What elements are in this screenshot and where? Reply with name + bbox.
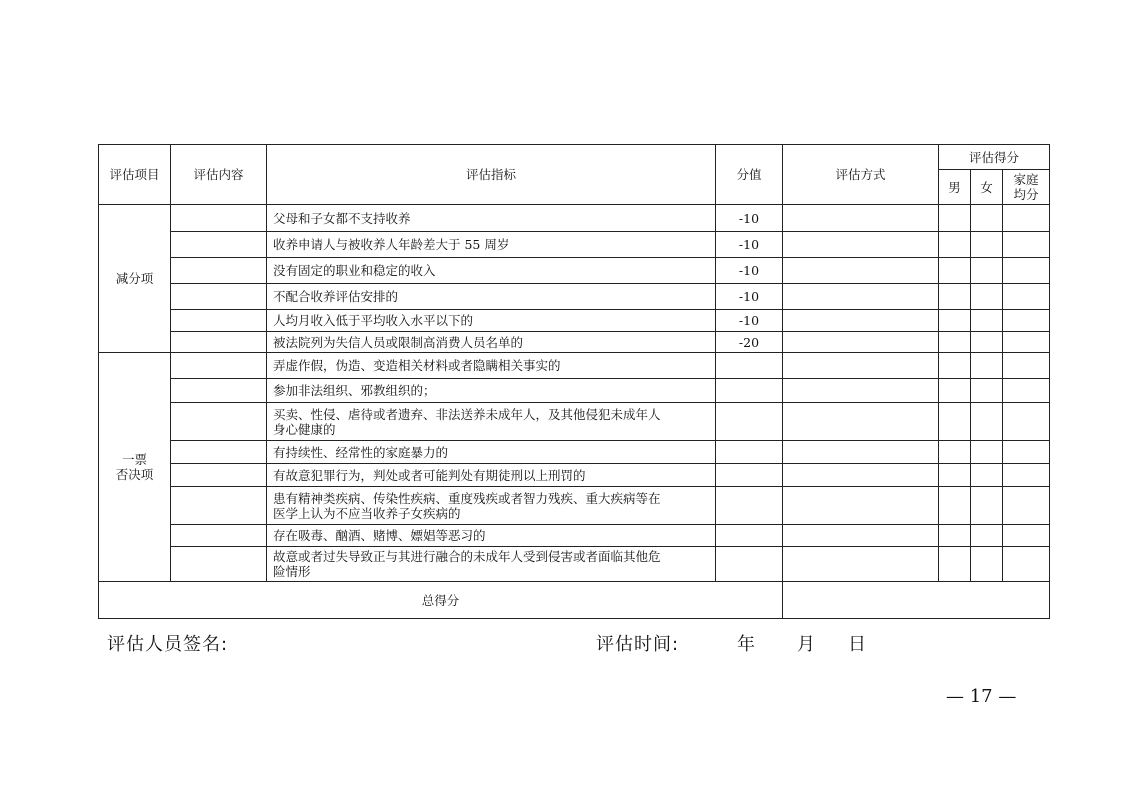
table-row (99, 525, 1050, 547)
male-score-cell (939, 205, 971, 232)
score-cell: -10 (716, 258, 783, 284)
male-score-cell (939, 379, 971, 403)
table-row (99, 232, 1050, 258)
evaluation-time-label: 评估时间: (596, 634, 680, 655)
indicator-cell: 没有固定的职业和稳定的收入 (267, 258, 716, 284)
score-cell: -10 (716, 232, 783, 258)
female-score-cell (971, 441, 1003, 464)
indicator-cell: 父母和子女都不支持收养 (267, 205, 716, 232)
method-cell (783, 258, 939, 284)
page-number: — 17 — (946, 686, 1017, 707)
table-row (99, 403, 1050, 441)
male-score-cell (939, 547, 971, 582)
indicator-cell: 有故意犯罪行为，判处或者可能判处有期徒刑以上刑罚的 (267, 464, 716, 487)
male-score-cell (939, 332, 971, 353)
category-veto: 一票 否决项 (99, 353, 171, 582)
method-cell (783, 353, 939, 379)
method-cell (783, 332, 939, 353)
method-cell (783, 232, 939, 258)
method-cell (783, 547, 939, 582)
female-score-cell (971, 525, 1003, 547)
content-cell (171, 403, 267, 441)
table-row (99, 441, 1050, 464)
content-cell (171, 547, 267, 582)
content-cell (171, 487, 267, 525)
evaluation-table (98, 144, 1050, 619)
score-cell (716, 547, 783, 582)
content-cell (171, 332, 267, 353)
header-score: 分值 (716, 145, 783, 205)
female-score-cell (971, 403, 1003, 441)
table-row (99, 379, 1050, 403)
table-row (99, 464, 1050, 487)
month-label: 月 (797, 634, 815, 655)
male-score-cell (939, 258, 971, 284)
indicator-cell: 被法院列为失信人员或限制高消费人员名单的 (267, 332, 716, 353)
female-score-cell (971, 258, 1003, 284)
score-cell: -10 (716, 284, 783, 310)
family-average-cell (1003, 379, 1050, 403)
female-score-cell (971, 232, 1003, 258)
male-score-cell (939, 487, 971, 525)
header-item: 评估项目 (99, 145, 171, 205)
score-cell (716, 525, 783, 547)
family-average-cell (1003, 205, 1050, 232)
score-cell: -10 (716, 310, 783, 332)
family-average-cell (1003, 464, 1050, 487)
header-content: 评估内容 (171, 145, 267, 205)
header-result: 评估得分 (939, 145, 1050, 170)
method-cell (783, 525, 939, 547)
table-row (99, 310, 1050, 332)
content-cell (171, 284, 267, 310)
content-cell (171, 353, 267, 379)
total-score-cell (783, 582, 1050, 619)
total-row (99, 582, 1050, 619)
header-method: 评估方式 (783, 145, 939, 205)
indicator-cell: 买卖、性侵、虐待或者遗弃、非法送养未成年人，及其他侵犯未成年人 身心健康的 (267, 403, 716, 441)
family-average-cell (1003, 487, 1050, 525)
indicator-cell: 患有精神类疾病、传染性疾病、重度残疾或者智力残疾、重大疾病等在 医学上认为不应当收养子女疾病的 (267, 487, 716, 525)
year-label: 年 (737, 634, 755, 655)
score-cell (716, 487, 783, 525)
header-male: 男 (939, 170, 971, 205)
score-cell (716, 353, 783, 379)
female-score-cell (971, 464, 1003, 487)
male-score-cell (939, 353, 971, 379)
header-female: 女 (971, 170, 1003, 205)
male-score-cell (939, 232, 971, 258)
category-deduction: 减分项 (99, 205, 171, 353)
indicator-cell: 参加非法组织、邪教组织的； (267, 379, 716, 403)
score-cell (716, 403, 783, 441)
family-average-cell (1003, 353, 1050, 379)
content-cell (171, 379, 267, 403)
method-cell (783, 205, 939, 232)
female-score-cell (971, 547, 1003, 582)
family-average-cell (1003, 525, 1050, 547)
female-score-cell (971, 205, 1003, 232)
family-average-cell (1003, 284, 1050, 310)
family-average-cell (1003, 441, 1050, 464)
indicator-cell: 故意或者过失导致正与其进行融合的未成年人受到侵害或者面临其他危 险情形 (267, 547, 716, 582)
content-cell (171, 441, 267, 464)
signature-label: 评估人员签名: (107, 634, 229, 655)
female-score-cell (971, 284, 1003, 310)
content-cell (171, 205, 267, 232)
table-row (99, 284, 1050, 310)
score-cell (716, 379, 783, 403)
score-cell (716, 441, 783, 464)
female-score-cell (971, 353, 1003, 379)
content-cell (171, 258, 267, 284)
method-cell (783, 464, 939, 487)
method-cell (783, 284, 939, 310)
male-score-cell (939, 464, 971, 487)
method-cell (783, 379, 939, 403)
family-average-cell (1003, 232, 1050, 258)
female-score-cell (971, 310, 1003, 332)
male-score-cell (939, 310, 971, 332)
content-cell (171, 525, 267, 547)
indicator-cell: 弄虚作假，伪造、变造相关材料或者隐瞒相关事实的 (267, 353, 716, 379)
content-cell (171, 310, 267, 332)
family-average-cell (1003, 310, 1050, 332)
method-cell (783, 441, 939, 464)
male-score-cell (939, 403, 971, 441)
family-average-cell (1003, 258, 1050, 284)
method-cell (783, 310, 939, 332)
female-score-cell (971, 379, 1003, 403)
indicator-cell: 收养申请人与被收养人年龄差大于 55 周岁 (267, 232, 716, 258)
table-row (99, 332, 1050, 353)
content-cell (171, 232, 267, 258)
table-row (99, 258, 1050, 284)
table-row (99, 353, 1050, 379)
score-cell: -20 (716, 332, 783, 353)
family-average-cell (1003, 403, 1050, 441)
table-row (99, 487, 1050, 525)
method-cell (783, 487, 939, 525)
header-family-average: 家庭 均分 (1003, 170, 1050, 205)
indicator-cell: 不配合收养评估安排的 (267, 284, 716, 310)
family-average-cell (1003, 547, 1050, 582)
female-score-cell (971, 332, 1003, 353)
indicator-cell: 有持续性、经常性的家庭暴力的 (267, 441, 716, 464)
total-label: 总得分 (99, 582, 783, 619)
score-cell (716, 464, 783, 487)
content-cell (171, 464, 267, 487)
male-score-cell (939, 525, 971, 547)
male-score-cell (939, 441, 971, 464)
table-row (99, 547, 1050, 582)
header-indicator: 评估指标 (267, 145, 716, 205)
male-score-cell (939, 284, 971, 310)
score-cell: -10 (716, 205, 783, 232)
indicator-cell: 人均月收入低于平均收入水平以下的 (267, 310, 716, 332)
method-cell (783, 403, 939, 441)
indicator-cell: 存在吸毒、酗酒、赌博、嫖娼等恶习的 (267, 525, 716, 547)
day-label: 日 (848, 634, 866, 655)
family-average-cell (1003, 332, 1050, 353)
female-score-cell (971, 487, 1003, 525)
table-row (99, 205, 1050, 232)
